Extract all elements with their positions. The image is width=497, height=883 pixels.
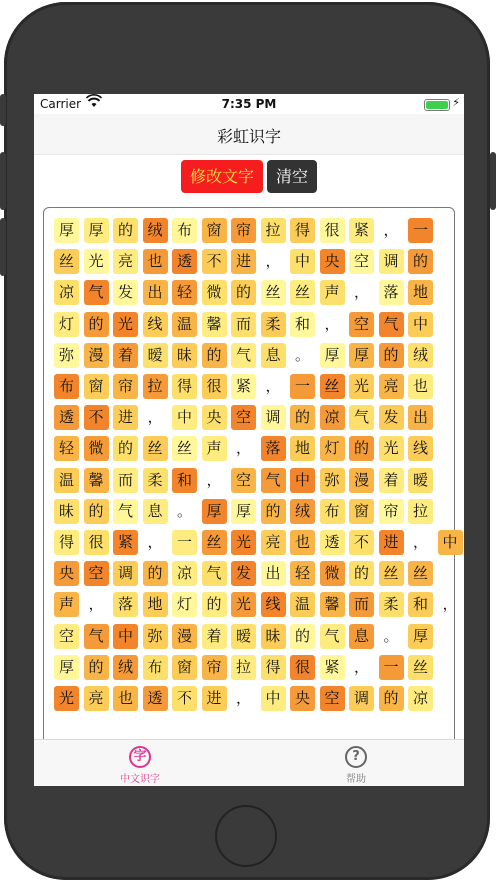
character-tile[interactable]: 拉 (408, 499, 433, 524)
character-tile: ， (147, 408, 163, 427)
character-tile[interactable]: 和 (172, 468, 197, 493)
character-tile[interactable]: 很 (84, 530, 109, 555)
character-tile[interactable]: 的 (349, 561, 374, 586)
character-tile: ， (235, 689, 251, 707)
character-tile[interactable]: 很 (320, 218, 345, 243)
character-tile[interactable]: 声 (54, 592, 79, 617)
clock: 7:35 PM (221, 97, 277, 111)
character-tile[interactable]: 光 (379, 436, 404, 461)
character-tile[interactable]: 丝 (143, 436, 168, 461)
character-tile[interactable]: 空 (349, 312, 374, 337)
character-tile[interactable]: 亮 (84, 686, 109, 711)
character-tile: ， (324, 314, 340, 333)
power-button (490, 152, 496, 210)
character-tile[interactable]: 亮 (261, 530, 286, 555)
character-tile[interactable]: 光 (113, 312, 138, 337)
charging-icon: ⚡ (452, 96, 460, 109)
character-tile[interactable]: 气 (261, 468, 286, 493)
character-tile: ， (235, 439, 251, 458)
character-tile[interactable]: 厚 (231, 499, 256, 524)
character-tile[interactable]: 发 (379, 405, 404, 430)
character-tile[interactable]: 布 (143, 655, 168, 680)
character-tile[interactable]: 厚 (408, 624, 433, 649)
character-tile[interactable]: 弥 (54, 343, 79, 368)
character-tile[interactable]: 绒 (290, 499, 315, 524)
character-tile[interactable]: 线 (261, 592, 286, 617)
character-tile[interactable]: 中 (290, 468, 315, 493)
character-tile[interactable]: 气 (231, 343, 256, 368)
character-tile[interactable]: 拉 (143, 374, 168, 399)
character-tile[interactable]: 昧 (261, 624, 286, 649)
character-tile[interactable]: 空 (231, 468, 256, 493)
character-tile: ， (147, 533, 163, 551)
character-tile[interactable]: 亮 (379, 374, 404, 399)
character-tile[interactable]: 漫 (172, 624, 197, 649)
character-tile[interactable]: 柔 (261, 312, 286, 337)
character-tile[interactable]: 中 (261, 686, 286, 711)
character-tile[interactable]: 落 (113, 592, 138, 617)
character-tile[interactable]: 央 (320, 249, 345, 274)
character-tile[interactable]: 气 (113, 499, 138, 524)
character-tile: ， (353, 657, 369, 676)
character-tile[interactable]: 丝 (290, 280, 315, 305)
character-tile[interactable]: 透 (320, 530, 345, 555)
tab-label: 帮助 (346, 774, 366, 785)
character-tile[interactable]: 丝 (202, 530, 227, 555)
character-tile[interactable]: 灯 (320, 436, 345, 461)
character-tile[interactable]: 空 (349, 249, 374, 274)
character-tile[interactable]: 布 (54, 374, 79, 399)
character-tile[interactable]: 紧 (113, 530, 138, 555)
character-tile[interactable]: 帘 (202, 655, 227, 680)
character-tile[interactable]: 漫 (349, 468, 374, 493)
tab-bar (34, 739, 464, 786)
help-icon: ? (345, 746, 367, 768)
character-tile: ， (412, 533, 428, 551)
character-tile[interactable]: 丝 (408, 655, 433, 680)
character-tile[interactable]: 出 (261, 561, 286, 586)
character-tile[interactable]: 央 (54, 561, 79, 586)
character-tile[interactable]: 轻 (172, 280, 197, 305)
character-tile[interactable]: 厚 (84, 218, 109, 243)
character-tile[interactable]: 凉 (408, 686, 433, 711)
character-tile[interactable]: 窗 (349, 499, 374, 524)
character-tile[interactable]: 息 (261, 343, 286, 368)
character-tile[interactable]: 很 (290, 655, 315, 680)
character-tile[interactable]: 丝 (379, 561, 404, 586)
character-tile[interactable]: 也 (113, 686, 138, 711)
character-tile[interactable]: 发 (113, 280, 138, 305)
character-tile[interactable]: 弥 (320, 468, 345, 493)
character-tile[interactable]: 空 (54, 624, 79, 649)
edit-text-button[interactable]: 修改文字 (181, 160, 263, 193)
character-tile[interactable]: 凉 (54, 280, 79, 305)
volume-down-button (0, 218, 6, 276)
character-tile[interactable]: 透 (54, 405, 79, 430)
character-tile[interactable]: 丝 (408, 561, 433, 586)
character-tile: ， (265, 252, 281, 271)
character-tile[interactable]: 一 (290, 374, 315, 399)
tab-chinese-literacy[interactable] (100, 746, 180, 785)
character-tile[interactable]: 温 (54, 468, 79, 493)
character-tile: ， (206, 470, 222, 489)
character-tile[interactable]: 中 (172, 405, 197, 430)
character-tile[interactable]: 地 (143, 592, 168, 617)
character-tile[interactable]: 息 (349, 624, 374, 649)
character-tile[interactable]: 线 (143, 312, 168, 337)
character-tile[interactable]: 得 (290, 218, 315, 243)
character-tile[interactable]: 漫 (84, 343, 109, 368)
character-tile[interactable]: 透 (143, 686, 168, 711)
character-tile: 。 (176, 501, 192, 520)
character-tile[interactable]: 不 (349, 530, 374, 555)
character-tile[interactable]: 窗 (84, 374, 109, 399)
character-tile[interactable]: 不 (202, 249, 227, 274)
character-tile[interactable]: 一 (172, 530, 197, 555)
character-tile[interactable]: 中 (408, 312, 433, 337)
character-tile[interactable]: 昧 (54, 499, 79, 524)
character-tile[interactable]: 柔 (379, 592, 404, 617)
character-tile[interactable]: 的 (202, 343, 227, 368)
character-tile[interactable]: 透 (172, 249, 197, 274)
character-tile[interactable]: 轻 (290, 561, 315, 586)
character-tile[interactable]: 进 (379, 530, 404, 555)
character-tile[interactable]: 凉 (172, 561, 197, 586)
character-tile[interactable]: 的 (143, 561, 168, 586)
character-tile: ， (442, 595, 458, 614)
page-title: 彩虹识字 (216, 127, 281, 146)
character-tile[interactable]: 气 (84, 624, 109, 649)
character-tile[interactable]: 灯 (54, 312, 79, 337)
character-tile[interactable]: 馨 (202, 312, 227, 337)
character-tile[interactable]: 柔 (143, 468, 168, 493)
character-tile[interactable]: 也 (290, 530, 315, 555)
character-tile[interactable]: 一 (408, 218, 433, 243)
character-tile[interactable]: 弥 (143, 624, 168, 649)
character-tile[interactable]: 调 (261, 405, 286, 430)
home-button[interactable] (215, 805, 277, 867)
character-tile: 。 (294, 345, 310, 364)
character-tile[interactable]: 布 (172, 218, 197, 243)
character-tile[interactable]: 绒 (113, 655, 138, 680)
character-tile[interactable]: 丝 (320, 374, 345, 399)
character-tile[interactable]: 凉 (320, 405, 345, 430)
character-tile[interactable]: 的 (408, 249, 433, 274)
character-tile[interactable]: 进 (113, 405, 138, 430)
character-tile[interactable]: 光 (54, 686, 79, 711)
character-tile[interactable]: 而 (349, 592, 374, 617)
character-tile[interactable]: 光 (231, 530, 256, 555)
mute-switch (0, 94, 6, 126)
character-tile: 。 (383, 626, 399, 645)
character-tile[interactable]: 的 (202, 592, 227, 617)
character-tile[interactable]: 微 (84, 436, 109, 461)
character-tile[interactable]: 着 (113, 343, 138, 368)
volume-up-button (0, 152, 6, 210)
character-tile[interactable]: 央 (290, 686, 315, 711)
character-tile[interactable]: 央 (202, 405, 227, 430)
character-tile[interactable]: 得 (261, 655, 286, 680)
character-tile[interactable]: 得 (54, 530, 79, 555)
character-tile[interactable]: 的 (290, 624, 315, 649)
character-tile[interactable]: 气 (84, 280, 109, 305)
navigation-bar (34, 114, 464, 155)
character-tile[interactable]: 的 (113, 218, 138, 243)
character-tile[interactable]: 也 (143, 249, 168, 274)
character-tile[interactable]: 进 (231, 249, 256, 274)
character-tile[interactable]: 的 (84, 655, 109, 680)
character-tile[interactable]: 灯 (172, 592, 197, 617)
character-tile[interactable]: 地 (290, 436, 315, 461)
character-tile[interactable]: 空 (84, 561, 109, 586)
character-tile[interactable]: 得 (172, 374, 197, 399)
character-tile[interactable]: 一 (379, 655, 404, 680)
character-tile[interactable]: 而 (113, 468, 138, 493)
character-tile[interactable]: 也 (408, 374, 433, 399)
character-tile[interactable]: 布 (320, 499, 345, 524)
character-tile[interactable]: 空 (231, 405, 256, 430)
character-tile[interactable]: 息 (143, 499, 168, 524)
app-screen (34, 94, 464, 786)
character-tile: ， (88, 595, 104, 614)
character-tile[interactable]: 丝 (54, 249, 79, 274)
character-tile[interactable]: 微 (320, 561, 345, 586)
character-tile[interactable]: 中 (113, 624, 138, 649)
character-tile[interactable]: 调 (113, 561, 138, 586)
character-tile[interactable]: 的 (231, 280, 256, 305)
character-tile[interactable]: 的 (261, 499, 286, 524)
clear-button[interactable]: 清空 (267, 160, 317, 193)
character-tile[interactable]: 暧 (231, 624, 256, 649)
character-tile[interactable]: 光 (349, 374, 374, 399)
character-tile[interactable]: 而 (231, 312, 256, 337)
character-tile[interactable]: 声 (320, 280, 345, 305)
character-tile[interactable]: 不 (172, 686, 197, 711)
character-tile[interactable]: 着 (379, 468, 404, 493)
character-tile[interactable]: 着 (202, 624, 227, 649)
character-tile[interactable]: 的 (113, 436, 138, 461)
status-bar (34, 94, 464, 114)
character-tile[interactable]: 温 (172, 312, 197, 337)
character-tile[interactable]: 厚 (349, 343, 374, 368)
character-tile[interactable]: 帘 (113, 374, 138, 399)
character-tile[interactable]: 落 (261, 436, 286, 461)
character-tile[interactable]: 气 (202, 561, 227, 586)
character-tile[interactable]: 出 (408, 405, 433, 430)
character-tile[interactable]: 厚 (54, 218, 79, 243)
character-tile[interactable]: 拉 (261, 218, 286, 243)
character-tile[interactable]: 光 (84, 249, 109, 274)
character-icon: 字 (129, 746, 151, 768)
character-tile[interactable]: 绒 (408, 343, 433, 368)
character-tile[interactable]: 丝 (172, 436, 197, 461)
character-tile[interactable]: 光 (231, 592, 256, 617)
character-tile[interactable]: 发 (231, 561, 256, 586)
character-tile[interactable]: 气 (320, 624, 345, 649)
character-tile[interactable]: 和 (290, 312, 315, 337)
character-tile[interactable]: 不 (84, 405, 109, 430)
character-tile[interactable]: 馨 (84, 468, 109, 493)
character-tile[interactable]: 调 (349, 686, 374, 711)
character-tile[interactable]: 微 (202, 280, 227, 305)
battery-icon (424, 99, 450, 111)
character-tile[interactable]: 的 (379, 686, 404, 711)
character-tile[interactable]: 很 (202, 374, 227, 399)
character-tile[interactable]: 窗 (172, 655, 197, 680)
character-tile[interactable]: 厚 (202, 499, 227, 524)
character-tile[interactable]: 紧 (349, 218, 374, 243)
character-tile[interactable]: 出 (143, 280, 168, 305)
character-tile[interactable]: 帘 (231, 218, 256, 243)
character-tile[interactable]: 暧 (143, 343, 168, 368)
character-tile[interactable]: 中 (438, 530, 463, 555)
character-tile[interactable]: 和 (408, 592, 433, 617)
character-tile[interactable]: 轻 (54, 436, 79, 461)
tab-help[interactable] (316, 746, 396, 785)
character-tile[interactable]: 调 (379, 249, 404, 274)
character-tile[interactable]: 绒 (143, 218, 168, 243)
character-tile[interactable]: 的 (349, 436, 374, 461)
character-tile[interactable]: 昧 (172, 343, 197, 368)
character-tile[interactable]: 的 (290, 405, 315, 430)
character-tile: ， (383, 221, 399, 239)
character-tile[interactable]: 声 (202, 436, 227, 461)
character-tile[interactable]: 线 (408, 436, 433, 461)
character-tile[interactable]: 拉 (231, 655, 256, 680)
character-grid[interactable] (43, 207, 458, 749)
character-tile[interactable]: 厚 (54, 655, 79, 680)
character-tile[interactable]: 落 (379, 280, 404, 305)
character-tile[interactable]: 亮 (113, 249, 138, 274)
character-tile[interactable]: 窗 (202, 218, 227, 243)
character-tile[interactable]: 地 (408, 280, 433, 305)
character-tile[interactable]: 的 (84, 499, 109, 524)
character-tile: ， (353, 283, 369, 302)
character-tile[interactable]: 的 (84, 312, 109, 337)
character-tile[interactable]: 暧 (408, 468, 433, 493)
character-tile[interactable]: 温 (290, 592, 315, 617)
character-tile[interactable]: 气 (349, 405, 374, 430)
character-tile[interactable]: 进 (202, 686, 227, 711)
character-tile[interactable]: 中 (290, 249, 315, 274)
character-tile[interactable]: 帘 (379, 499, 404, 524)
carrier-label: Carrier (40, 97, 82, 111)
character-tile[interactable]: 馨 (320, 592, 345, 617)
character-tile[interactable]: 丝 (261, 280, 286, 305)
tab-label: 中文识字 (120, 774, 160, 785)
character-tile[interactable]: 厚 (320, 343, 345, 368)
character-tile[interactable]: 气 (379, 312, 404, 337)
character-tile[interactable]: 空 (320, 686, 345, 711)
character-tile[interactable]: 紧 (320, 655, 345, 680)
character-tile[interactable]: 的 (379, 343, 404, 368)
character-tile[interactable]: 紧 (231, 374, 256, 399)
character-tile: ， (265, 377, 281, 395)
